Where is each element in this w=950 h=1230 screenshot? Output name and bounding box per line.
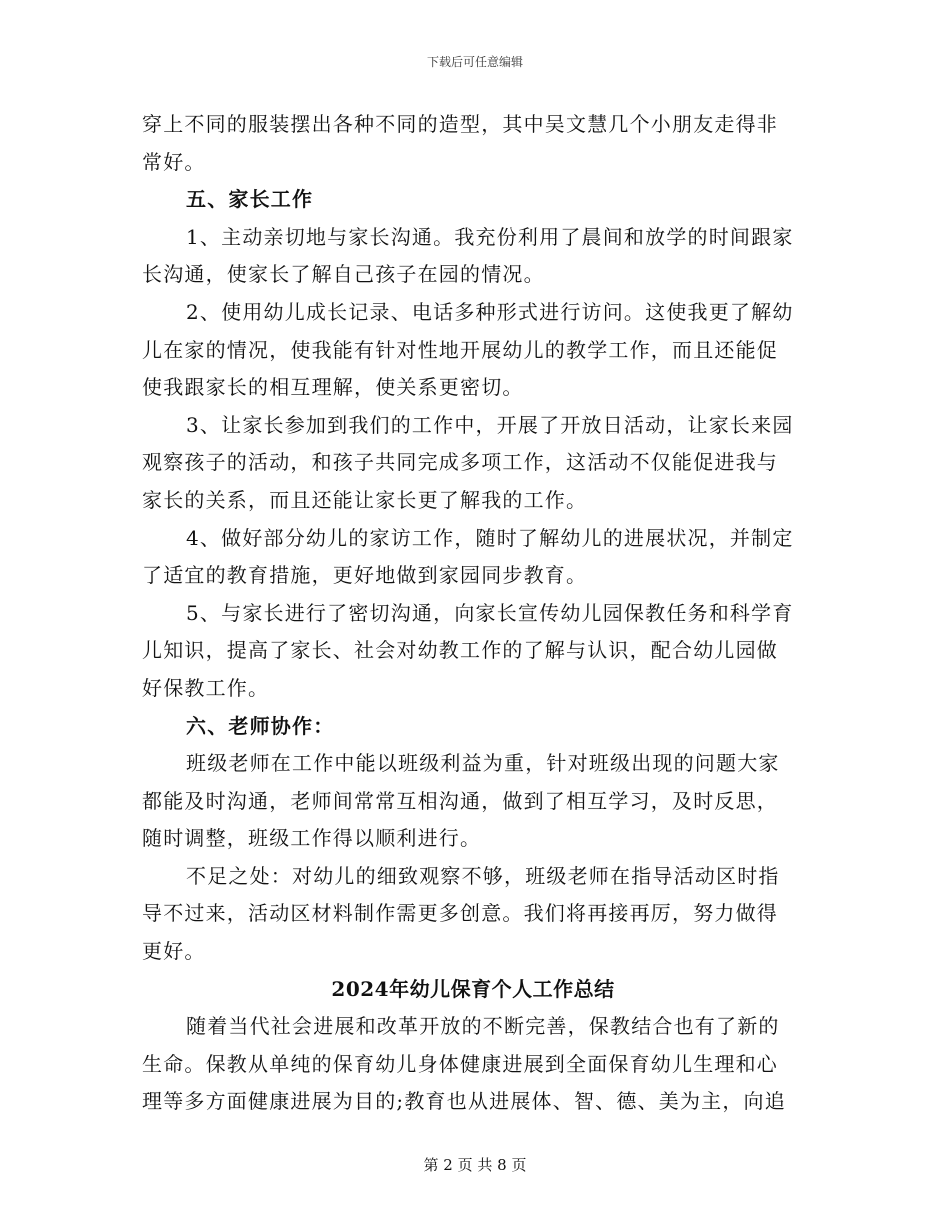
- paragraph-line: 随时调整，班级工作得以顺利进行。: [142, 826, 482, 851]
- paragraph-line: 导不过来，活动区材料制作需更多创意。我们将再接再厉，努力做得: [142, 901, 778, 926]
- document-title: 2024年幼儿保育个人工作总结: [331, 976, 615, 1001]
- section-heading-teacher-cooperation: 六、老师协作：: [186, 713, 335, 738]
- paragraph-line: 2、使用幼儿成长记录、电话多种形式进行访问。这使我更了解幼: [186, 299, 794, 324]
- paragraph-line: 3、让家长参加到我们的工作中，开展了开放日活动，让家长来园: [186, 412, 794, 437]
- paragraph-line: 随着当代社会进展和改革开放的不断完善，保教结合也有了新的: [186, 1014, 780, 1039]
- paragraph-line: 长沟通，使家长了解自己孩子在园的情况。: [142, 262, 545, 287]
- paragraph-line: 常好。: [142, 149, 206, 174]
- paragraph-line: 1、主动亲切地与家长沟通。我充份利用了晨间和放学的时间跟家: [186, 224, 794, 249]
- page-header: 下载后可任意编辑: [426, 55, 523, 69]
- paragraph-line: 儿知识，提高了家长、社会对幼教工作的了解与认识，配合幼儿园做: [142, 638, 778, 663]
- paragraph-line: 生命。保教从单纯的保育幼儿身体健康进展到全面保育幼儿生理和心: [142, 1051, 778, 1076]
- paragraph-line: 不足之处：对幼儿的细致观察不够，班级老师在指导活动区时指: [186, 863, 780, 888]
- paragraph-line: 理等多方面健康进展为目的;教育也从进展体、智、德、美为主，向追: [142, 1089, 786, 1114]
- paragraph-line: 使我跟家长的相互理解，使关系更密切。: [142, 375, 524, 400]
- paragraph-line: 4、做好部分幼儿的家访工作，随时了解幼儿的进展状况，并制定: [186, 525, 794, 550]
- paragraph-line: 班级老师在工作中能以班级利益为重，针对班级出现的问题大家: [186, 751, 780, 776]
- paragraph-line: 好保教工作。: [142, 675, 270, 700]
- paragraph-line: 观察孩子的活动，和孩子共同完成多项工作，这活动不仅能促进我与: [142, 450, 778, 475]
- section-heading-parent-work: 五、家长工作: [186, 187, 314, 212]
- page-footer: 第 2 页 共 8 页: [423, 1156, 527, 1174]
- paragraph-line: 5、与家长进行了密切沟通，向家长宣传幼儿园保教任务和科学育: [186, 600, 794, 625]
- document-body: [142, 106, 804, 1121]
- paragraph-line: 更好。: [142, 939, 206, 964]
- paragraph-line: 儿在家的情况，使我能有针对性地开展幼儿的教学工作，而且还能促: [142, 337, 778, 362]
- paragraph-line: 家长的关系，而且还能让家长更了解我的工作。: [142, 487, 588, 512]
- paragraph-line: 了适宜的教育措施，更好地做到家园同步教育。: [142, 563, 588, 588]
- paragraph-line: 都能及时沟通，老师间常常互相沟通，做到了相互学习，及时反思，: [142, 788, 778, 813]
- paragraph-line: 穿上不同的服装摆出各种不同的造型，其中吴文慧几个小朋友走得非: [142, 112, 778, 136]
